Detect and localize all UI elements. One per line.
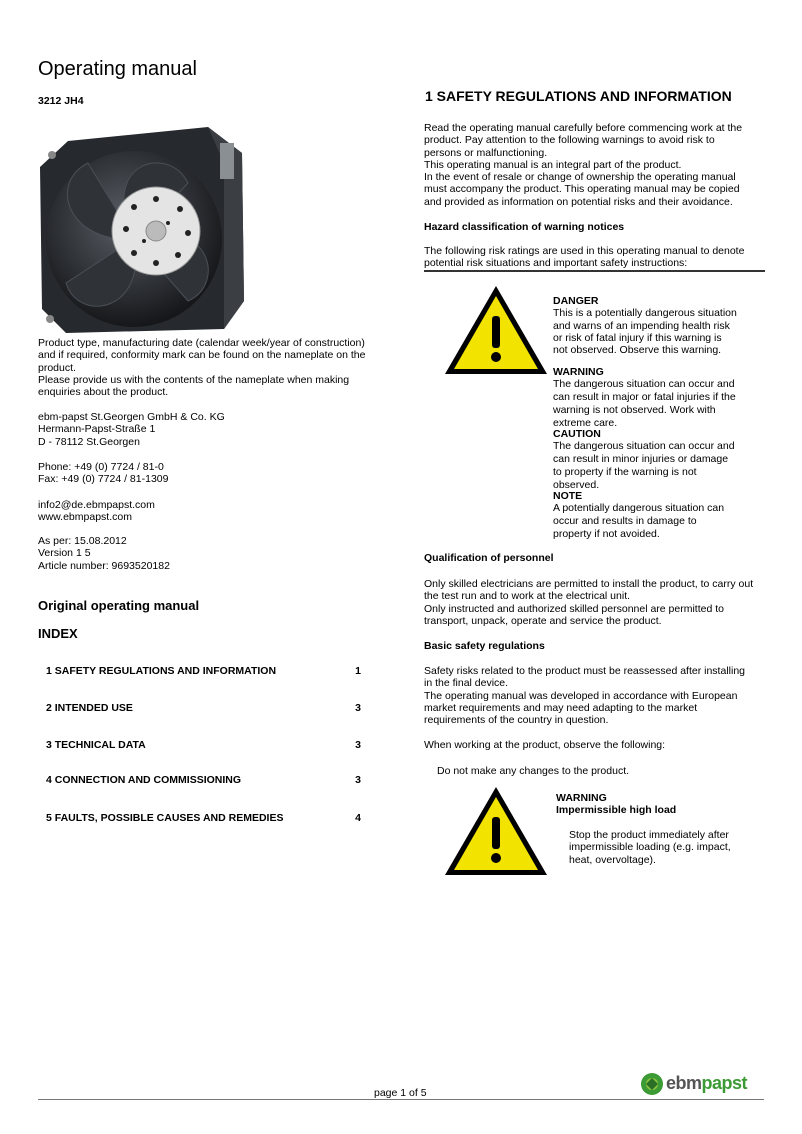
hazard-heading: Hazard classification of warning notices bbox=[424, 221, 625, 233]
original-manual-heading: Original operating manual bbox=[38, 598, 200, 613]
high-load-warning: WARNING Impermissible high load bbox=[556, 792, 677, 817]
warning-triangle-icon bbox=[442, 283, 550, 377]
basic-safety-heading: Basic safety regulations bbox=[424, 640, 545, 652]
index-heading: INDEX bbox=[38, 626, 78, 641]
nameplate-text: Product type, manufacturing date (calendar week/year of construction) and if required, conformity mark can be found on the nameplate on the product. Please provide us with the contents of the nameplate when making enquiries about the product. bbox=[38, 337, 366, 399]
website-link[interactable]: www.ebmpapst.com bbox=[38, 511, 132, 524]
email-link[interactable]: info2@de.ebmpapst.com bbox=[38, 499, 155, 511]
note-block: NOTE A potentially dangerous situation can occur and results in damage to property if not avoided. bbox=[553, 490, 725, 541]
caution-block: CAUTION The dangerous situation can occur and can result in minor injuries or damage to property if the warning is not observed. bbox=[553, 428, 735, 492]
index-entry[interactable]: 3 TECHNICAL DATA 3 bbox=[46, 739, 361, 751]
intro-paragraph: Read the operating manual carefully before commencing work at the product. Pay attention to the following warnings to avoid risk to persons or malfunctioning. This operating manual is an integral part of the product. In the event of resale or change of ownership the operating manual must accompany the product. This operating manual may be copied and provided as information on potential risks and their avoidance. bbox=[424, 122, 743, 208]
contact-web bbox=[38, 499, 155, 524]
observe-text: When working at the product, observe the following: bbox=[424, 739, 666, 751]
page-title: Operating manual bbox=[38, 58, 197, 80]
warning-triangle-icon bbox=[442, 784, 550, 878]
fan-product-image bbox=[38, 123, 246, 335]
basic-safety-text: Safety risks related to the product must be reassessed after installing in the final device. The operating manual was developed in accordance with European market requirements and may need adapting to the market requirements of the country in question. bbox=[424, 665, 745, 727]
contact-phone: Phone: +49 (0) 7724 / 81-0 Fax: +49 (0) 7724 / 81-1309 bbox=[38, 461, 169, 486]
version-info: As per: 15.08.2012 Version 1 5 Article number: 9693520182 bbox=[38, 535, 170, 572]
index-entry[interactable]: 4 CONNECTION AND COMMISSIONING 3 bbox=[46, 774, 361, 786]
high-load-instructions: Stop the product immediately after impermissible loading (e.g. impact, heat, overvoltage). bbox=[569, 829, 731, 866]
divider bbox=[424, 270, 765, 272]
qualification-text: Only skilled electricians are permitted to install the product, to carry out the test run and to work at the electrical unit. Only instructed and authorized skilled personnel are permitted to transport, unpack, operate and service the product. bbox=[424, 578, 754, 627]
model-number: 3212 JH4 bbox=[38, 95, 84, 107]
logo-mark-icon bbox=[640, 1072, 666, 1096]
danger-block: DANGER This is a potentially dangerous situation and warns of an impending health risk or risk of fatal injury if this warning is not observed. Observe this warning. bbox=[553, 295, 737, 357]
index-entry[interactable]: 2 INTENDED USE 3 bbox=[46, 702, 361, 714]
index-entry[interactable]: 5 FAULTS, POSSIBLE CAUSES AND REMEDIES 4 bbox=[46, 812, 361, 824]
ebmpapst-logo: ebmpapst bbox=[640, 1072, 760, 1096]
warning-block: WARNING The dangerous situation can occur and can result in major or fatal injuries if the warning is not observed. Work with extreme care. bbox=[553, 366, 736, 430]
page-number: page 1 of 5 bbox=[374, 1087, 427, 1099]
hazard-intro: The following risk ratings are used in this operating manual to denote potential risk situations and important safety instructions: bbox=[424, 245, 745, 270]
footer-divider bbox=[38, 1099, 764, 1100]
company-address: ebm-papst St.Georgen GmbH & Co. KG Hermann-Papst-Straße 1 D - 78112 St.Georgen bbox=[38, 411, 225, 448]
no-changes-text: Do not make any changes to the product. bbox=[437, 765, 630, 777]
section-heading: 1 SAFETY REGULATIONS AND INFORMATION bbox=[425, 88, 732, 104]
index-entry[interactable]: 1 SAFETY REGULATIONS AND INFORMATION 1 bbox=[46, 665, 361, 677]
qualification-heading: Qualification of personnel bbox=[424, 552, 554, 564]
